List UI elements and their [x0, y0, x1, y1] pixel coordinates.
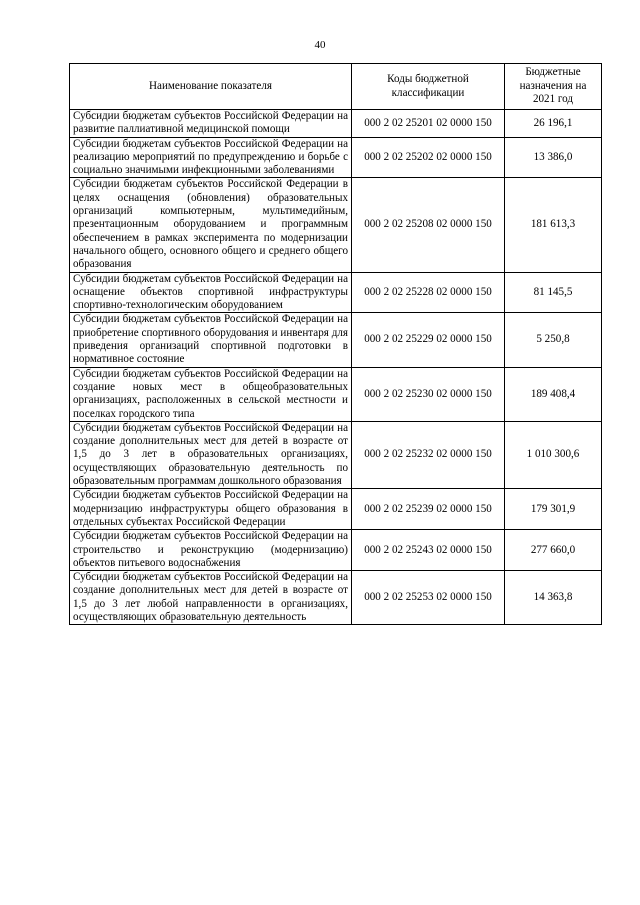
page-number: 40	[314, 39, 326, 51]
budget-code: 000 2 02 25230 02 0000 150	[352, 367, 505, 421]
budget-amount: 81 145,5	[505, 272, 602, 313]
table-row	[70, 110, 602, 138]
indicator-name: Субсидии бюджетам субъектов Российской Федерации на создание дополнительных мест для детей в возрасте от 1,5 до 3 лет любой направленности в организациях, осуществляющих образовательную деятельность	[70, 571, 352, 625]
indicator-name: Субсидии бюджетам субъектов Российской Федерации на модернизацию инфраструктуры общего образования в отдельных субъектах Российской Федерации	[70, 489, 352, 530]
budget-code: 000 2 02 25253 02 0000 150	[352, 571, 505, 625]
header-row	[70, 64, 602, 110]
indicator-name: Субсидии бюджетам субъектов Российской Федерации на создание новых мест в общеобразовательных организациях, расположенных в сельской местности и поселках городского типа	[70, 367, 352, 421]
budget-code: 000 2 02 25208 02 0000 150	[352, 178, 505, 272]
table-row	[70, 530, 602, 571]
indicator-name: Субсидии бюджетам субъектов Российской Федерации на приобретение спортивного оборудования и инвентаря для приведения организаций спортивной подготовки в нормативное состояние	[70, 313, 352, 367]
table-row	[70, 571, 602, 625]
indicator-name: Субсидии бюджетам субъектов Российской Федерации на оснащение объектов спортивной инфраструктуры спортивно-технологическим оборудованием	[70, 272, 352, 313]
budget-amount: 181 613,3	[505, 178, 602, 272]
table-row	[70, 272, 602, 313]
budget-amount: 277 660,0	[505, 530, 602, 571]
table-body	[70, 110, 602, 625]
budget-code: 000 2 02 25229 02 0000 150	[352, 313, 505, 367]
budget-code: 000 2 02 25228 02 0000 150	[352, 272, 505, 313]
budget-amount: 13 386,0	[505, 137, 602, 178]
table-row	[70, 178, 602, 272]
budget-amount: 5 250,8	[505, 313, 602, 367]
budget-amount: 179 301,9	[505, 489, 602, 530]
indicator-name: Субсидии бюджетам субъектов Российской Федерации на реализацию мероприятий по предупреждению и борьбе с социально значимыми инфекционными заболеваниями	[70, 137, 352, 178]
indicator-name: Субсидии бюджетам субъектов Российской Федерации на создание дополнительных мест для детей в возрасте от 1,5 до 3 лет в образовательных организациях, осуществляющих образовательную деятельность по образовательным программам дошкольного образования	[70, 421, 352, 488]
table-row	[70, 137, 602, 178]
table-header	[70, 64, 602, 110]
indicator-name: Субсидии бюджетам субъектов Российской Федерации на развитие паллиативной медицинской помощи	[70, 110, 352, 138]
header-amount: Бюджетные назначения на 2021 год	[505, 64, 602, 110]
budget-amount: 1 010 300,6	[505, 421, 602, 488]
budget-amount: 189 408,4	[505, 367, 602, 421]
header-name: Наименование показателя	[70, 64, 352, 110]
table-row	[70, 489, 602, 530]
indicator-name: Субсидии бюджетам субъектов Российской Федерации в целях оснащения (обновления) образовательных организаций компьютерным, мультимедийным, презентационным оборудованием и программным обеспечением в рамках эксперимента по модернизации начального общего, основного общего и среднего общего образования	[70, 178, 352, 272]
table-row	[70, 367, 602, 421]
table-row	[70, 313, 602, 367]
budget-code: 000 2 02 25243 02 0000 150	[352, 530, 505, 571]
budget-table	[69, 63, 602, 625]
budget-code: 000 2 02 25239 02 0000 150	[352, 489, 505, 530]
header-code: Коды бюджетной классификации	[352, 64, 505, 110]
budget-code: 000 2 02 25202 02 0000 150	[352, 137, 505, 178]
budget-code: 000 2 02 25232 02 0000 150	[352, 421, 505, 488]
budget-code: 000 2 02 25201 02 0000 150	[352, 110, 505, 138]
indicator-name: Субсидии бюджетам субъектов Российской Федерации на строительство и реконструкцию (модернизацию) объектов питьевого водоснабжения	[70, 530, 352, 571]
table-row	[70, 421, 602, 488]
budget-amount: 26 196,1	[505, 110, 602, 138]
budget-amount: 14 363,8	[505, 571, 602, 625]
